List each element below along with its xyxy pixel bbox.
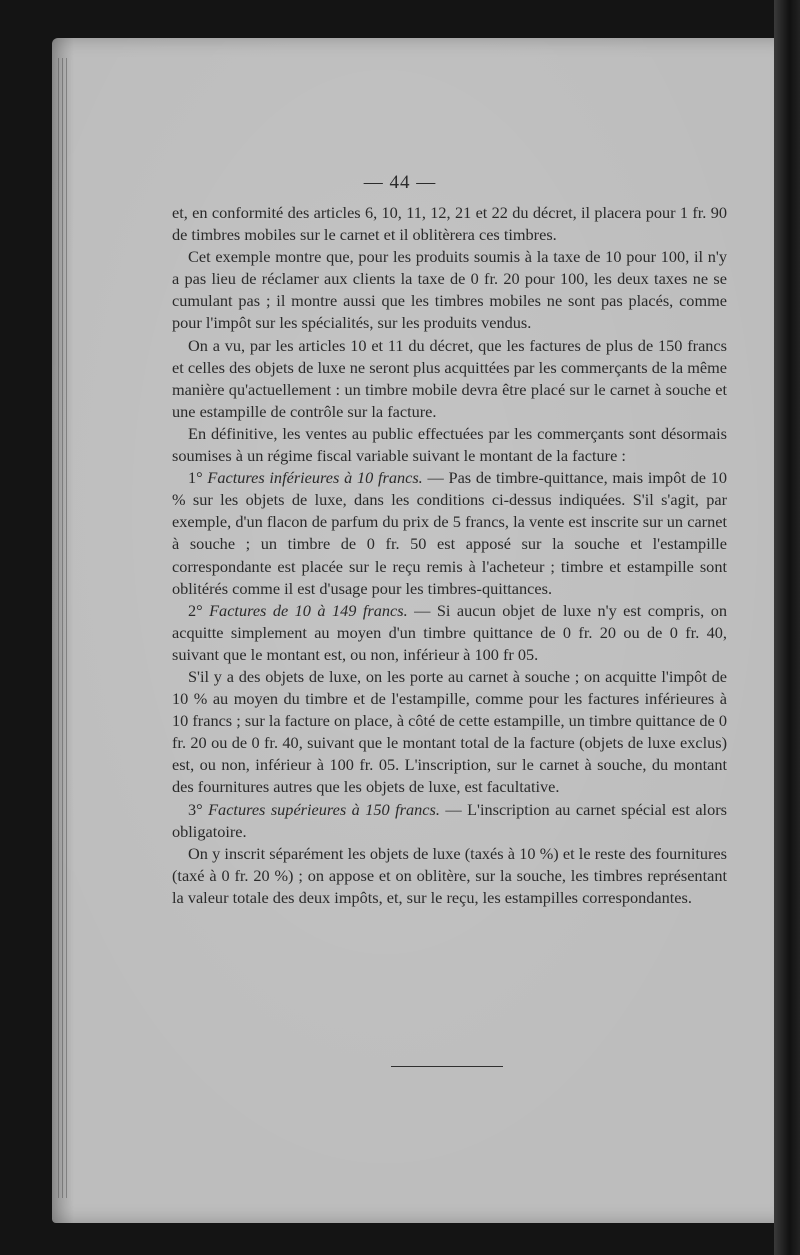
page-edge-line [66, 58, 67, 1198]
paragraph-7: S'il y a des objets de luxe, on les porte au carnet à souche ; on acquitte l'impôt de 10 % au moyen du timbre et de l'estampille, comme pour les factures inférieures à 10 francs ; sur la facture on place, à côté de cette estampille, un timbre quittance de 0 fr. 20 ou de 0 fr. 40, suivant que le montant total de la facture (objets de luxe exclus) est, ou non, inférieur à 100 fr. 05. L'inscription, sur le carnet à souche, du montant des fournitures autres que les objets de luxe, est facultative. [172, 666, 727, 797]
paragraph-6 [172, 600, 727, 666]
item-text: — L'inscription au carnet spécial est alors obligatoire. [172, 799, 727, 841]
item-text: — Pas de timbre-quittance, mais impôt de 10 % sur les objets de luxe, dans les conditions ci-dessus indiquées. S'il s'agit, par exemple, d'un flacon de parfum du prix de 5 francs, la vente est inscrite sur un carnet à souche ; un timbre de 0 fr. 50 est apposé sur la souche et l'estampille correspondante est placée sur le reçu remis à l'acheteur ; timbre et estampille sont oblitérés comme il est d'usage pour les timbres-quittances. [172, 468, 727, 598]
item-number: 2° [188, 600, 210, 620]
item-heading: Factures inférieures à 10 francs. [207, 468, 423, 488]
paragraph-4: En définitive, les ventes au public effectuées par les commerçants sont désormais soumises à un régime fiscal variable suivant le montant de la facture : [172, 423, 727, 466]
paragraph-5 [172, 467, 727, 600]
page-edge-line [58, 58, 59, 1198]
item-number: 1° [188, 468, 208, 488]
page-body [172, 202, 727, 909]
paragraph-2: Cet exemple montre que, pour les produits soumis à la taxe de 10 pour 100, il n'y a pas lieu de réclamer aux clients la taxe de 0 fr. 20 pour 100, les deux taxes ne se cumulant pas ; il montre aussi que les timbres mobiles ne sont pas placés, comme pour l'impôt sur les spécialités, sur les produits vendus. [172, 247, 727, 333]
end-rule [391, 1066, 503, 1067]
item-heading: Factures de 10 à 149 francs. [209, 600, 408, 620]
paragraph-1: et, en conformité des articles 6, 10, 11, 12, 21 et 22 du décret, il placera pour 1 fr. 90 de timbres mobiles sur le carnet et il oblitèrera ces timbres. [172, 203, 727, 245]
item-text: — Si aucun objet de luxe n'y est compris, on acquitte simplement au moyen d'un timbre quittance de 0 fr. 20 ou de 0 fr. 40, suivant que le montant est, ou non, inférieur à 100 fr 05. [172, 600, 727, 664]
page-edge-line [62, 58, 63, 1198]
paragraph-3: On a vu, par les articles 10 et 11 du décret, que les factures de plus de 150 francs et celles des objets de luxe ne seront plus acquittées par les commerçants de la même manière qu'actuellement : un timbre mobile devra être placé sur le carnet à souche et une estampille de contrôle sur la facture. [172, 335, 727, 421]
item-number: 3° [188, 799, 209, 819]
paragraph-8 [172, 799, 727, 843]
page-number: — 44 — [363, 172, 437, 193]
paragraph-9: On y inscrit séparément les objets de luxe (taxés à 10 %) et le reste des fournitures (taxé à 0 fr. 20 %) ; on appose et on oblitère, sur la souche, les timbres représentant la valeur totale des deux impôts, et, sur le reçu, les estampilles correspondantes. [172, 843, 727, 907]
item-heading: Factures supérieures à 150 francs. [208, 799, 440, 819]
